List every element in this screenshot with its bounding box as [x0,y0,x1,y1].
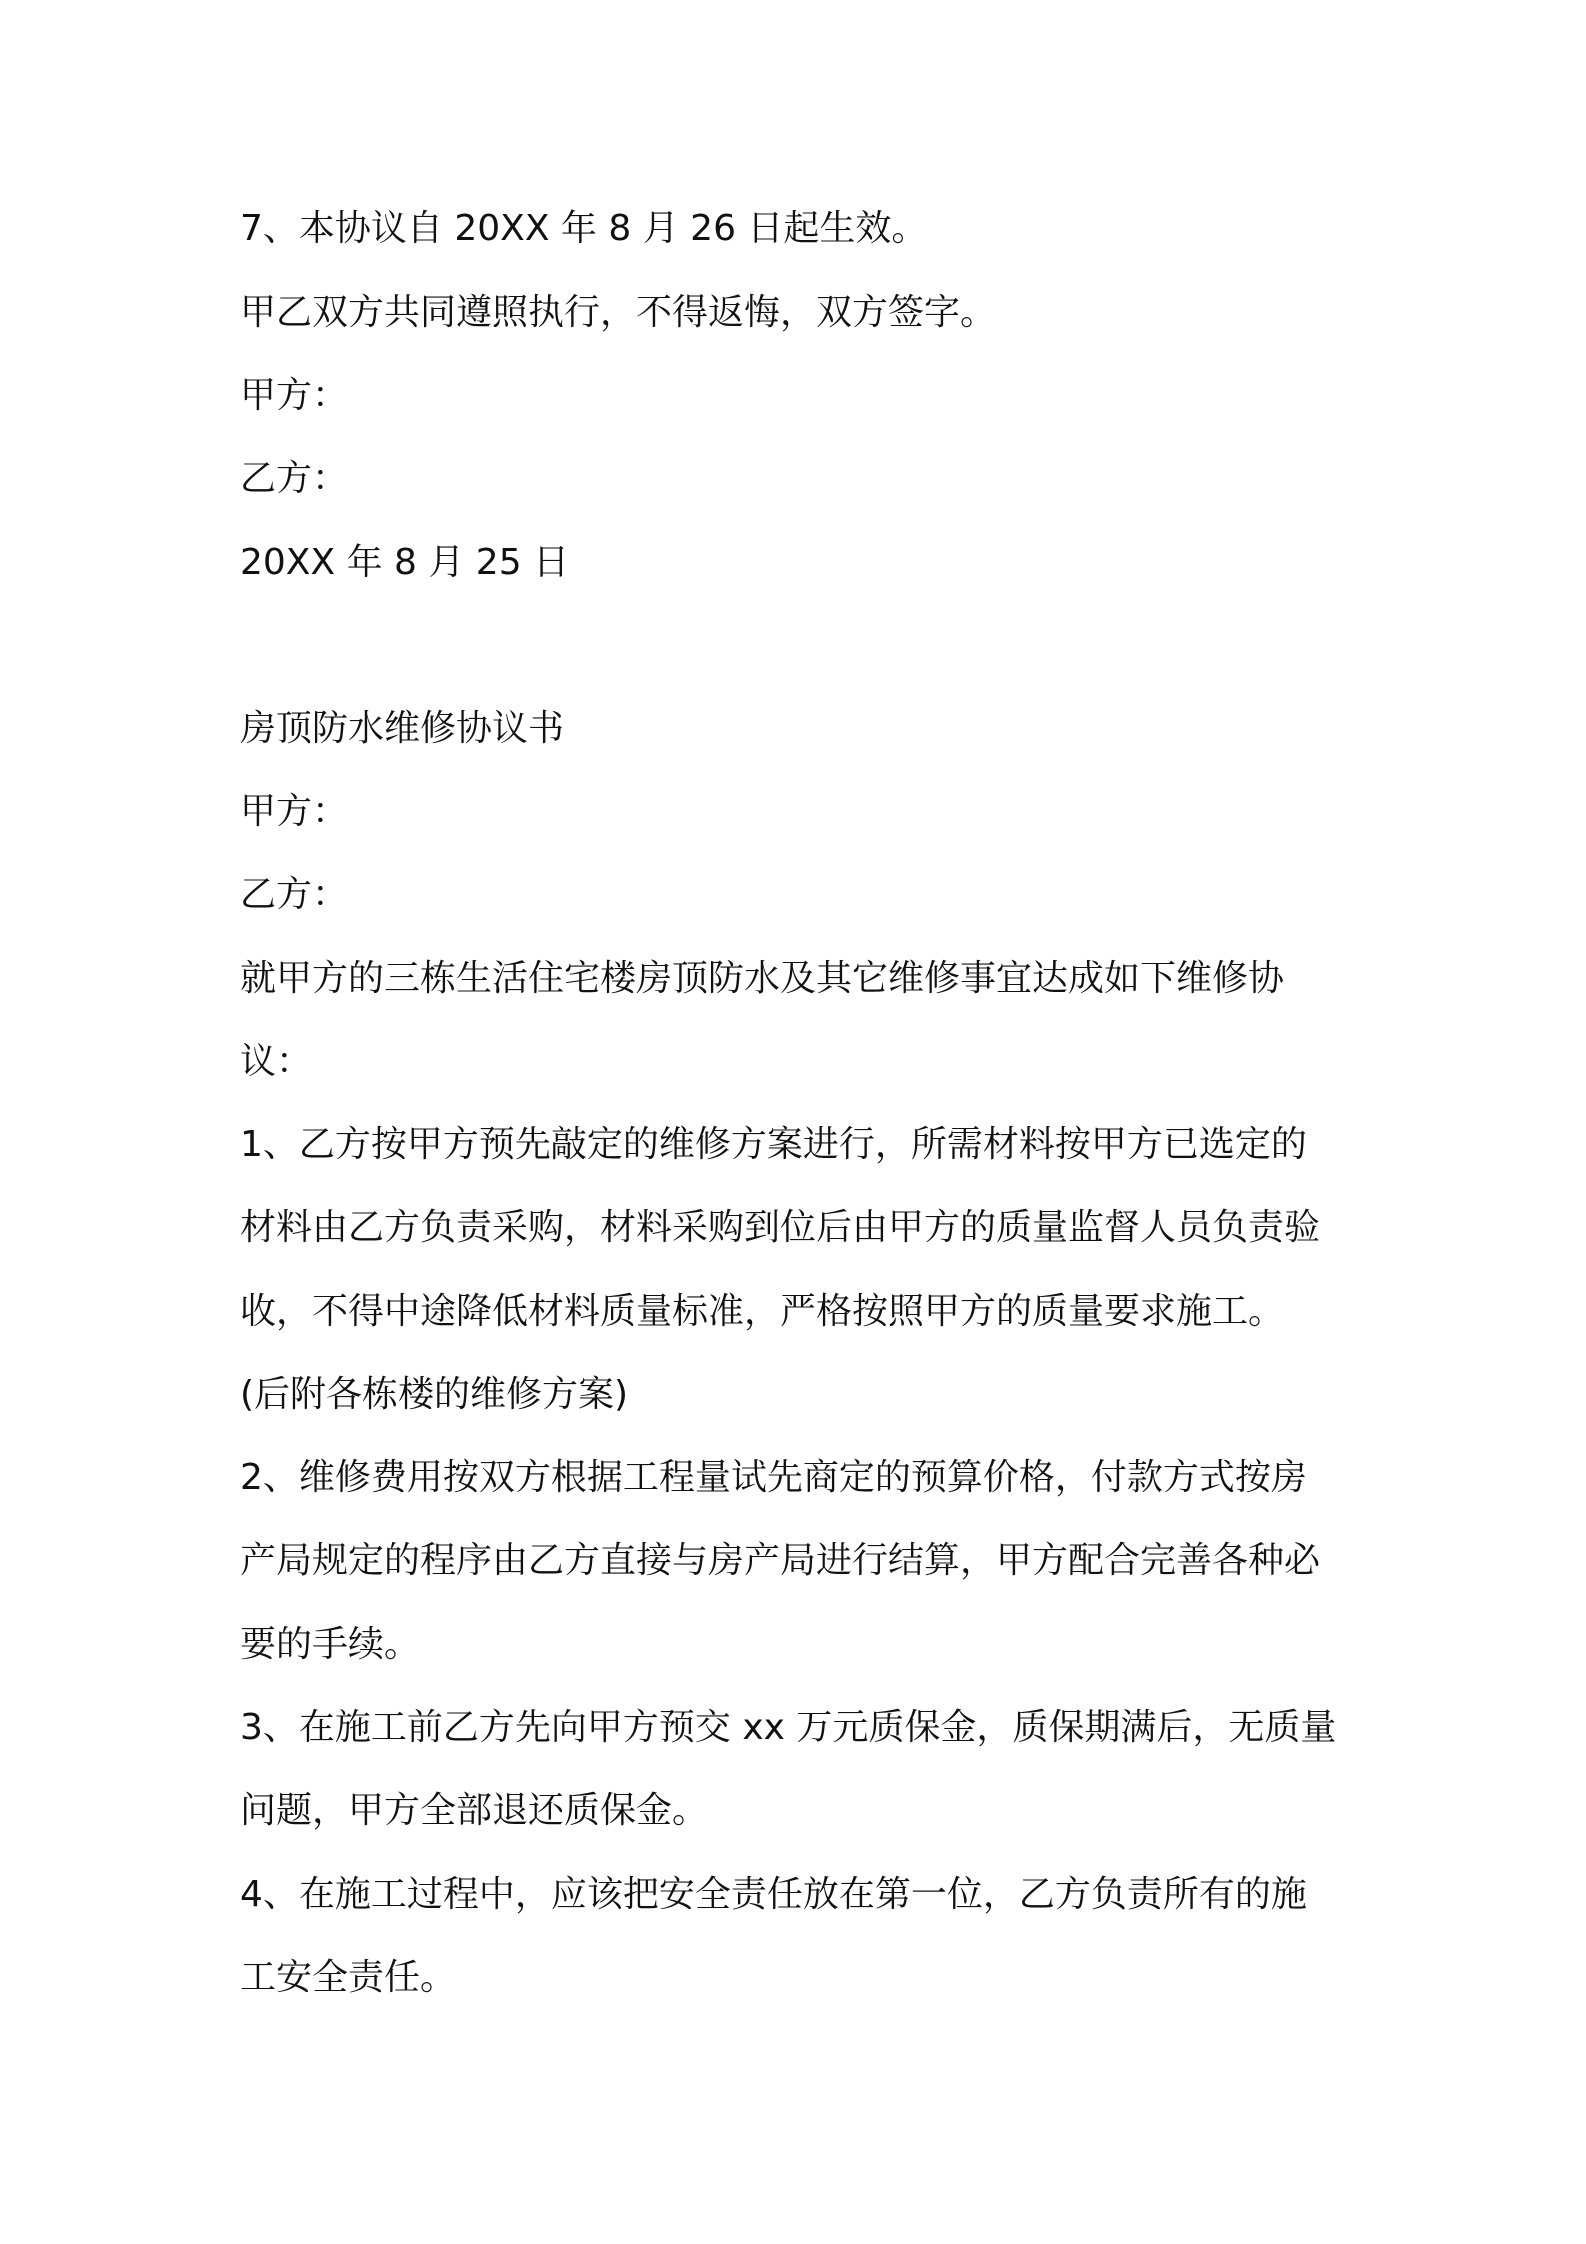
clause-2-line-3: 要的手续。 [240,1624,421,1665]
joint-compliance-line: 甲乙双方共同遵照执行，不得返悔，双方签字。 [240,292,997,333]
preamble-line-1: 就甲方的三栋生活住宅楼房顶防水及其它维修事宜达成如下维修协 [240,958,1285,999]
party-b-label: 乙方： [240,874,349,915]
document-title: 房顶防水维修协议书 [240,708,565,749]
clause-2-line-1: 2、维修费用按双方根据工程量试先商定的预算价格，付款方式按房 [240,1457,1307,1498]
clause-1-line-2: 材料由乙方负责采购，材料采购到位后由甲方的质量监督人员负责验 [240,1207,1321,1248]
preamble-line-2: 议： [240,1041,313,1082]
party-a-label: 甲方： [240,791,349,832]
clause-2-line-2: 产局规定的程序由乙方直接与房产局进行结算，甲方配合完善各种必 [240,1540,1321,1581]
clause-3-line-2: 问题，甲方全部退还质保金。 [240,1790,709,1831]
clause-4-line-1: 4、在施工过程中，应该把安全责任放在第一位，乙方负责所有的施 [240,1874,1307,1915]
clause-1-appendix-note: (后附各栋楼的维修方案) [240,1374,629,1415]
party-a-signature-label: 甲方： [240,375,349,416]
party-b-signature-label: 乙方： [240,458,349,499]
clause-4-line-2: 工安全责任。 [240,1957,457,1998]
clause-1-line-1: 1、乙方按甲方预先敲定的维修方案进行，所需材料按甲方已选定的 [240,1124,1307,1165]
clause-1-line-3: 收，不得中途降低材料质量标准，严格按照甲方的质量要求施工。 [240,1291,1285,1332]
clause-3-line-1: 3、在施工前乙方先向甲方预交 xx 万元质保金，质保期满后，无质量 [240,1707,1337,1748]
clause-7-effective: 7、本协议自 20XX 年 8 月 26 日起生效。 [240,208,928,249]
signing-date: 20XX 年 8 月 25 日 [240,542,570,583]
